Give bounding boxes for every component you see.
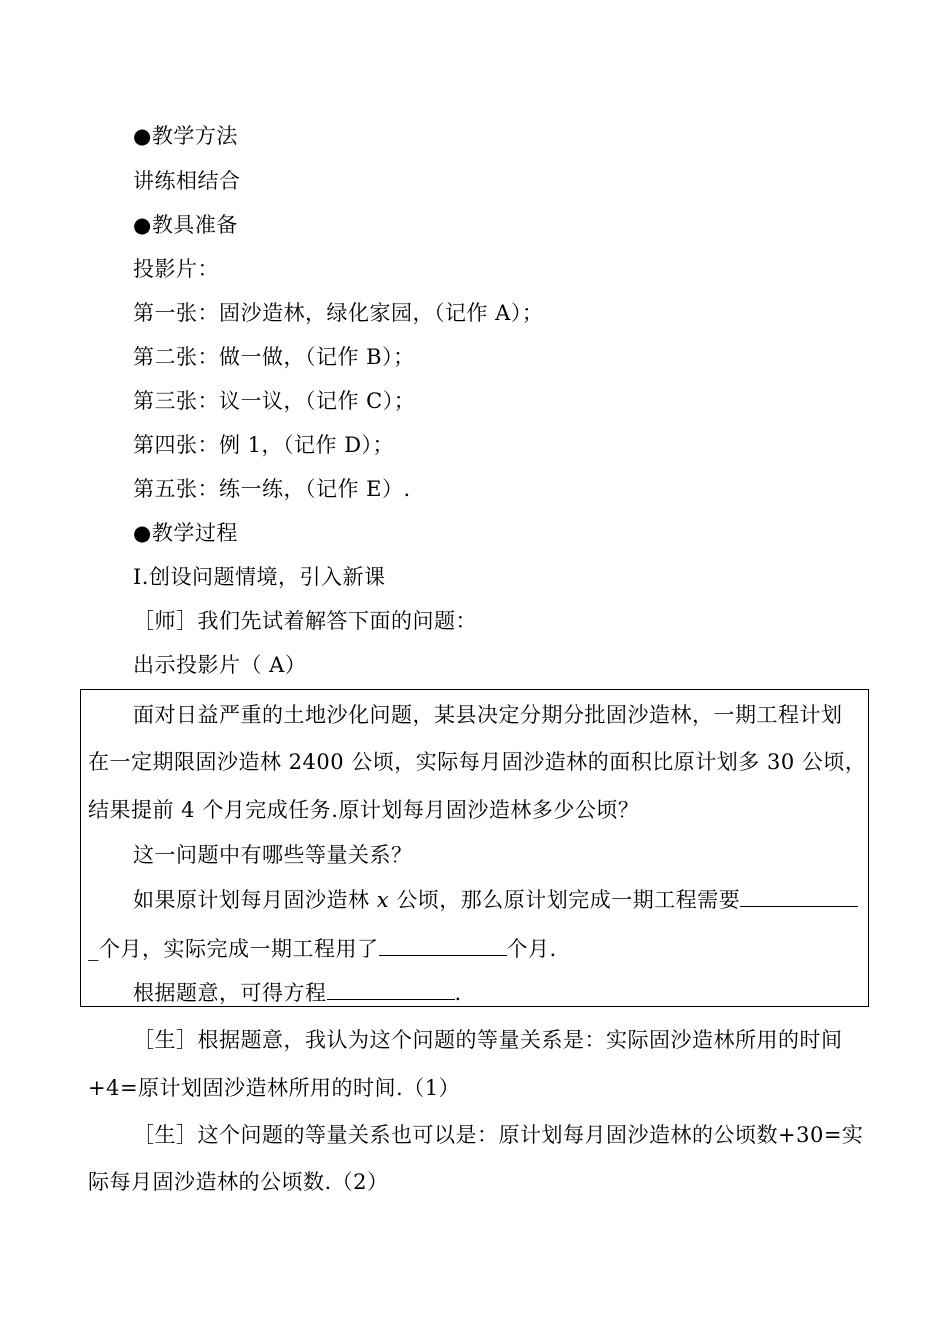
- fill-b-suffix: 个月.: [506, 937, 557, 961]
- step-1-title: Ⅰ.创设问题情境，引入新课: [133, 565, 386, 589]
- teacher-line: ［师］我们先试着解答下面的问题：: [133, 609, 477, 633]
- problem-line-3: 结果提前 4 个月完成任务.原计划每月固沙造林多少公顷？: [88, 798, 640, 822]
- slide-item-3: 第三张：议一议，（记作 C）；: [133, 389, 416, 413]
- student-1-line-2: +4=原计划固沙造林所用的时间.（1）: [88, 1076, 461, 1100]
- fill-line-a: [133, 886, 858, 914]
- problem-line-2: 在一定期限固沙造林 2400 公顷，实际每月固沙造林的面积比原计划多 30 公顷，: [88, 750, 867, 774]
- fill-a-prefix: 如果原计划每月固沙造林: [133, 888, 377, 912]
- slide-item-5: 第五张：练一练，（记作 E）.: [133, 477, 411, 501]
- student-2-line-1: ［生］这个问题的等量关系也可以是：原计划每月固沙造林的公顷数+30=实: [133, 1123, 864, 1147]
- tools-intro: 投影片：: [133, 257, 219, 281]
- problem-line-1: 面对日益严重的土地沙化问题，某县决定分期分批固沙造林，一期工程计划: [133, 703, 843, 727]
- fill-c-prefix: 根据题意，可得方程: [133, 981, 327, 1005]
- variable-x: x: [376, 888, 390, 912]
- method-heading: ●教学方法: [133, 124, 238, 148]
- method-text: 讲练相结合: [133, 169, 241, 193]
- fill-c-suffix: .: [454, 981, 462, 1005]
- slide-item-1: 第一张：固沙造林，绿化家园，（记作 A）；: [133, 301, 544, 325]
- show-slide-line: 出示投影片（ A）: [133, 653, 307, 677]
- slide-item-4: 第四张：例 1，（记作 D）；: [133, 433, 395, 457]
- answer-blank-3[interactable]: [327, 979, 455, 1000]
- problem-question: 这一问题中有哪些等量关系？: [133, 843, 413, 867]
- student-2-line-2: 际每月固沙造林的公顷数.（2）: [88, 1170, 389, 1194]
- fill-a-suffix: 公顷，那么原计划完成一期工程需要: [389, 888, 741, 912]
- student-1-line-1: ［生］根据题意，我认为这个问题的等量关系是：实际固沙造林所用的时间: [133, 1028, 843, 1052]
- answer-blank-1[interactable]: [740, 886, 858, 907]
- fill-b-prefix: _个月，实际完成一期工程用了: [88, 937, 379, 961]
- tools-heading: ●教具准备: [133, 213, 238, 237]
- slide-item-2: 第二张：做一做，（记作 B）；: [133, 345, 415, 369]
- answer-blank-2[interactable]: [379, 935, 507, 956]
- fill-line-c: [133, 979, 462, 1007]
- process-heading: ●教学过程: [133, 521, 238, 545]
- fill-line-b: [88, 935, 557, 963]
